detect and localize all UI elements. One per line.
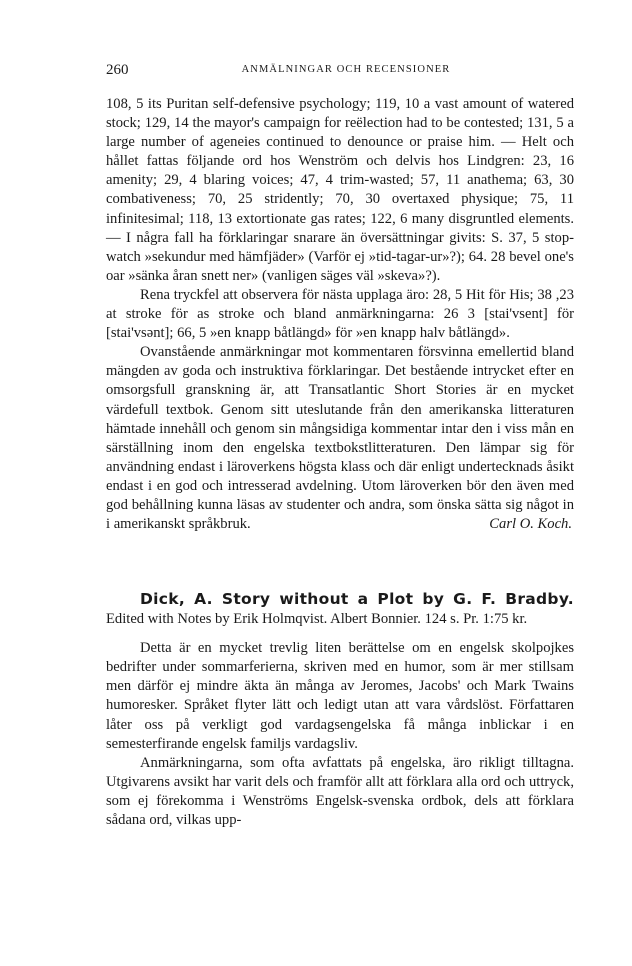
book-bibliographic: Edited with Notes by Erik Holmqvist. Albert Bonnier. 124 s. Pr. 1:75 kr. [106,611,528,628]
conclusion-text: Ovanstående anmärkningar mot kommentaren försvinna emellertid bland mängden av goda och instruktiva förklaringar. Det bestående intrycket efter en omsorgsfull granskning är, att Transatlantic Short Stories är en mycket värdefull textbok. Genom sitt uteslutande från den amerikanska litteraturen hämtade innehåll och genom sin mångsidiga kommentar intar den i viss mån en särställning inom den engelska textbokstlitteraturen. Den lämpar sig för användning endast i läroverkens högsta klass och där enligt undertecknads åsikt endast i en god och intresserad avdelning. Utom läroverken bör den även med god behållning kunna läsas av studenter och andra, som önska sätta sig något in i amerikanskt språkbruk. [106,344,574,533]
review-dick [106,590,574,830]
book-title: Dick, A. Story without a Plot by G. F. Bradby. [140,590,574,608]
running-head: ANMÄLNINGAR OCH RECENSIONER [241,64,451,75]
paragraph-word-list: 108, 5 its Puritan self-defensive psychology; 119, 10 a vast amount of watered stock; 129, 14 the mayor's campaign for reëlection had to be contested; 131, 5 a large number of ageneies continued to denounce or praise him. — Helt och hållet fattas följande ord hos Wenström och delvis hos Lindgren: 23, 16 amenity; 29, 4 blaring voices; 47, 4 trim-wasted; 57, 11 anathema; 63, 30 combativeness; 70, 25 stridently; 70, 30 overtaxed physique; 75, 11 infinitesimal; 118, 13 extortionate gas rates; 122, 6 many disgruntled elements. — I några fall ha förklaringar snarare än översättningar givits: S. 37, 5 stop-watch »sekundur med hämfjäder» (Varför ej »tid-tagar-ur»?); 64. 28 bevel one's oar »sänka åran snett ner» (vanligen säges väl »skeva»?). [106,96,574,284]
page-number: 260 [106,62,129,78]
signature: Carl O. Koch. [489,516,572,533]
book-entry [106,590,574,629]
paragraph-misprints: Rena tryckfel att observera för nästa upplaga äro: 28, 5 Hit för His; 38 ,23 at stroke för as stroke och bland anmärkningarna: 26 3 [stai'vsent] för [stai'vsənt]; 66, 5 »en knapp båtlängd» för »en knapp halv båtlängd». [106,286,574,342]
review-koch [106,95,574,534]
review-body [106,639,574,830]
paragraph-conclusion [106,343,574,534]
paragraph-notes: Anmärkningarna, som ofta avfattats på engelska, äro rikligt tilltagna. Utgivarens avsikt har varit dels och framför allt att förklara alla ord och uttryck, som ej förekomma i Wenströms Engelsk-svenska ordbok, dels att förklara sådana ord, vilkas upp- [106,754,574,829]
paragraph-summary: Detta är en mycket trevlig liten berättelse om en engelsk skolpojkes bedrifter under sommarferierna, skriven med en humor, som är mer stillsam men därför ej mindre äkta än många av Jeromes, Jacobs' och Mark Twains humoresker. Språket flyter lätt och ledigt utan att vara vårdslöst. Författaren låter oss på verkligt god vardagsengelska få många inblickar i en semesterfirande engelsk familjs vardagsliv. [106,640,574,752]
spacer [106,629,574,639]
page-header [106,62,574,82]
